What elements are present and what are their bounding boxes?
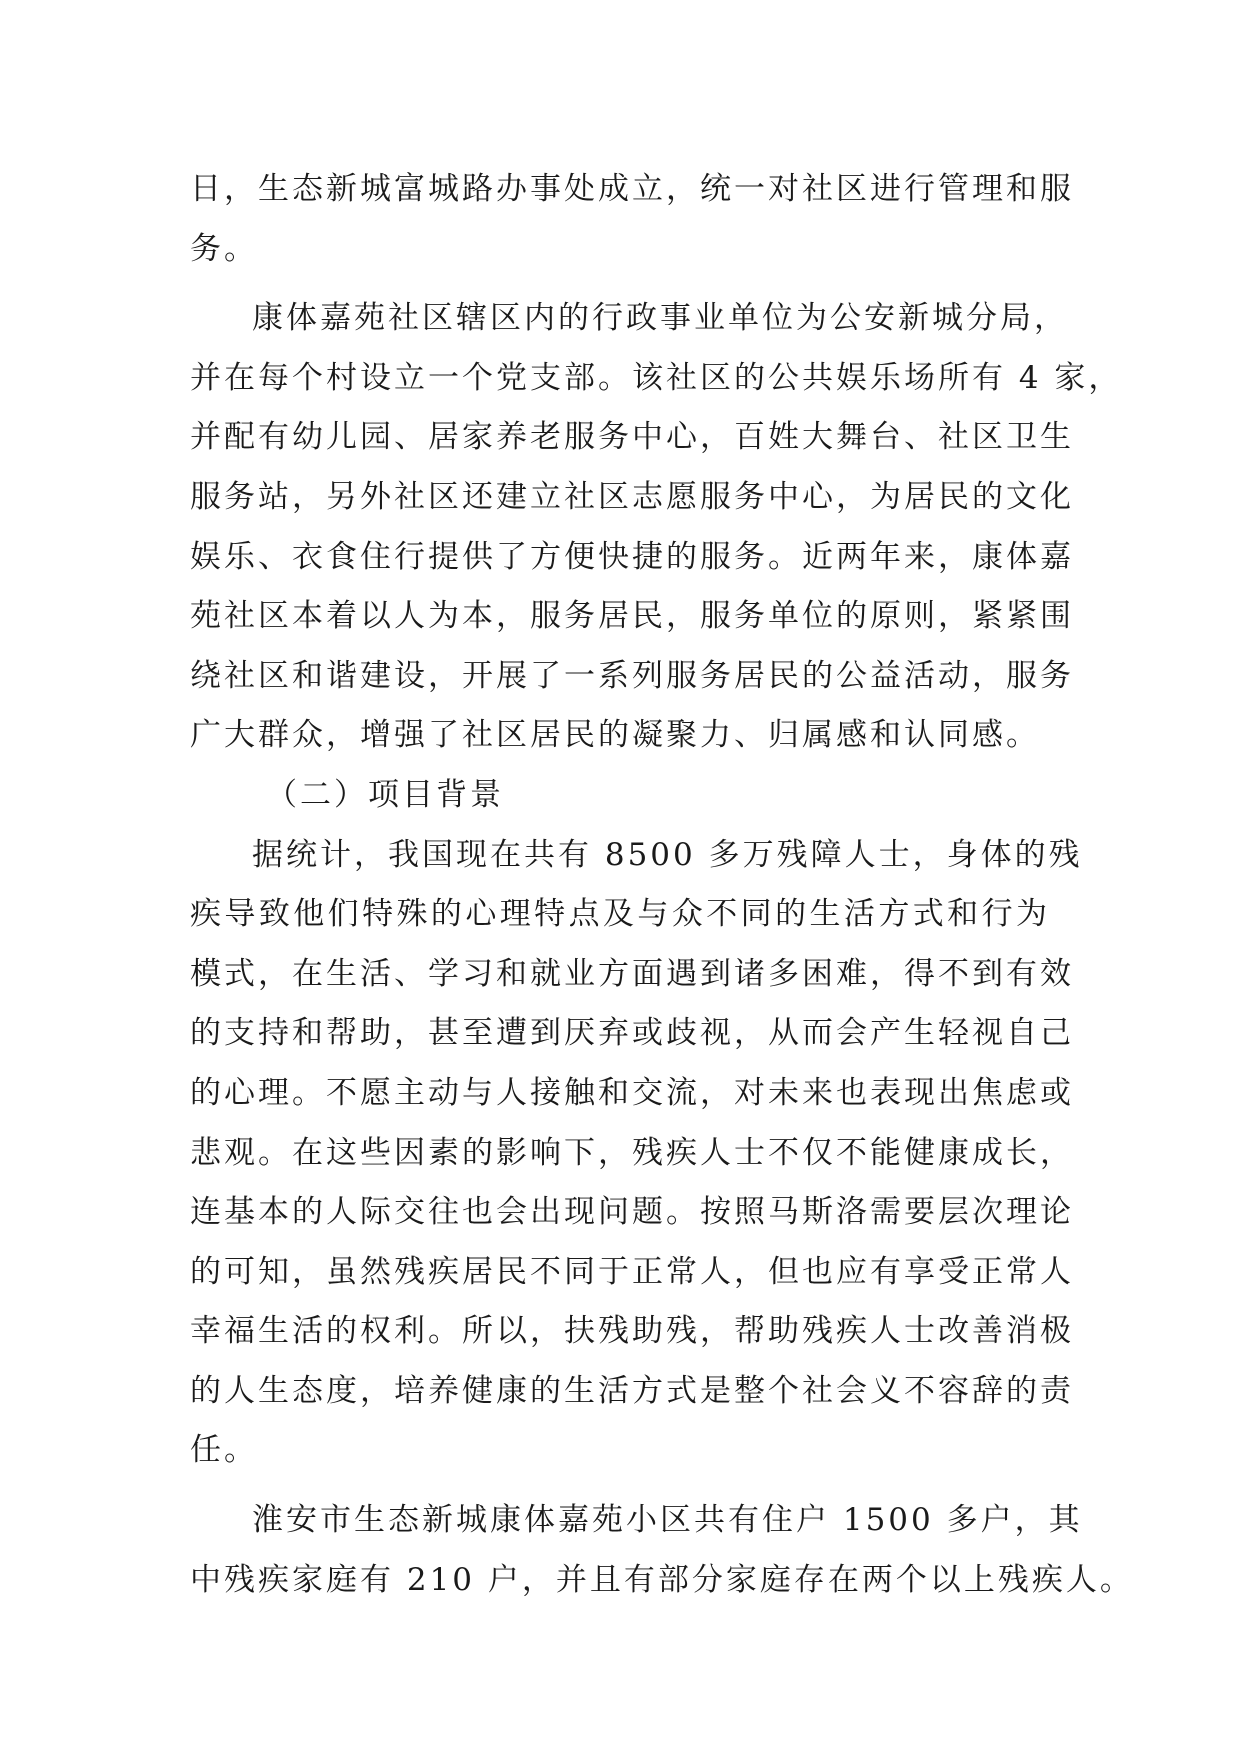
text-line: 娱乐、衣食住行提供了方便快捷的服务。近两年来，康体嘉: [190, 538, 1074, 575]
text-line: 中残疾家庭有 210 户，并且有部分家庭存在两个以上残疾人。: [190, 1561, 1134, 1598]
paragraph-gap: [190, 1481, 1050, 1491]
text-line: 广大群众，增强了社区居民的凝聚力、归属感和认同感。: [190, 717, 1040, 754]
text-line: 据统计，我国现在共有 8500 多万残障人士，身体的残: [252, 836, 1083, 873]
paragraph-community-facilities: [190, 289, 1123, 766]
text-line: 康体嘉苑社区辖区内的行政事业单位为公安新城分局，: [252, 300, 1068, 337]
paragraph-community-office: [190, 160, 1074, 279]
text-line: 任。: [190, 1432, 258, 1469]
document-body: [190, 160, 1134, 1610]
text-line: 苑社区本着以人为本，服务居民，服务单位的原则，紧紧围: [190, 598, 1074, 635]
text-line: 淮安市生态新城康体嘉苑小区共有住户 1500 多户，其: [252, 1502, 1083, 1539]
paragraph-local-households: [190, 1491, 1134, 1610]
text-line: 模式，在生活、学习和就业方面遇到诸多困难，得不到有效: [190, 955, 1074, 992]
text-line: 的支持和帮助，甚至遭到厌弃或歧视，从而会产生轻视自己: [190, 1015, 1074, 1052]
text-line: 绕社区和谐建设，开展了一系列服务居民的公益活动，服务: [190, 657, 1074, 694]
text-line: 并在每个村设立一个党支部。该社区的公共娱乐场所有 4 家，: [190, 359, 1123, 396]
paragraph-disability-statistics: [190, 826, 1083, 1482]
text-line: 连基本的人际交往也会出现问题。按照马斯洛需要层次理论: [190, 1194, 1074, 1231]
text-line: 的可知，虽然残疾居民不同于正常人，但也应有享受正常人: [190, 1253, 1074, 1290]
paragraph-gap: [190, 279, 1050, 289]
text-line: 并配有幼儿园、居家养老服务中心，百姓大舞台、社区卫生: [190, 419, 1074, 456]
section-heading-text: （二）项目背景: [266, 776, 504, 813]
section-heading: [190, 766, 1050, 826]
text-line: 悲观。在这些因素的影响下，残疾人士不仅不能健康成长，: [190, 1134, 1074, 1171]
text-line: 服务站，另外社区还建立社区志愿服务中心，为居民的文化: [190, 478, 1074, 515]
text-line: 的人生态度，培养健康的生活方式是整个社会义不容辞的责: [190, 1372, 1074, 1409]
text-line: 务。: [190, 230, 258, 267]
text-line: 日，生态新城富城路办事处成立，统一对社区进行管理和服: [190, 171, 1074, 207]
text-line: 的心理。不愿主动与人接触和交流，对未来也表现出焦虑或: [190, 1074, 1074, 1111]
text-line: 疾导致他们特殊的心理特点及与众不同的生活方式和行为: [190, 896, 1050, 933]
text-line: 幸福生活的权利。所以，扶残助残，帮助残疾人士改善消极: [190, 1313, 1074, 1350]
